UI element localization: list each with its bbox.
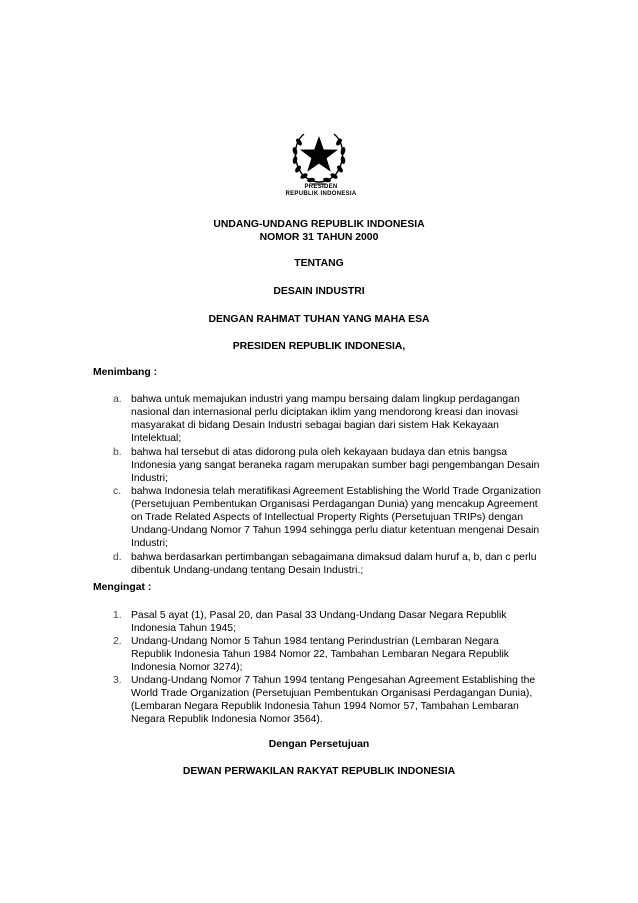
menimbang-label: Menimbang :: [93, 367, 158, 378]
title-line2: NOMOR 31 TAHUN 2000: [259, 232, 379, 243]
mengingat-label: Mengingat :: [93, 582, 152, 593]
list-marker: d.: [113, 552, 122, 563]
emblem-caption: [253, 184, 389, 198]
rahmat-heading: DENGAN RAHMAT TUHAN YANG MAHA ESA: [208, 314, 430, 325]
list-item-line: Republik Indonesia Tahun 1984 Nomor 22, Tambahan Lembaran Negara Republik: [131, 649, 509, 661]
presiden-heading: PRESIDEN REPUBLIK INDONESIA,: [232, 341, 406, 352]
list-item-line: Indonesia yang sangat beraneka ragam merupakan sumber bagi pengembangan Desain: [131, 460, 540, 472]
list-marker: a.: [113, 394, 122, 405]
list-marker: c.: [113, 486, 122, 497]
list-item-line: Negara Republik Indonesia Nomor 3564).: [131, 714, 323, 726]
list-item-line: Industri;: [131, 538, 168, 550]
list-item-line: (Persetujuan Pembentukan Organisasi Perdagangan Dunia) yang mencakup Agreement: [131, 499, 538, 511]
list-item-line: Pasal 5 ayat (1), Pasal 20, dan Pasal 33 Undang-Undang Dasar Negara Republik: [131, 610, 507, 621]
list-item: [131, 551, 549, 577]
list-item-line: bahwa Indonesia telah meratifikasi Agreement Establishing the World Trade Organization: [131, 486, 541, 497]
tentang-heading: TENTANG: [294, 258, 344, 269]
list-item-line: Industri;: [131, 473, 168, 485]
list-item: [131, 485, 549, 550]
subject-heading: DESAIN INDUSTRI: [273, 286, 365, 297]
list-item-line: Indonesia Tahun 1945;: [131, 623, 236, 635]
garuda-star-emblem-icon: [282, 122, 356, 188]
list-marker: 1.: [113, 610, 122, 621]
title-line1: UNDANG-UNDANG REPUBLIK INDONESIA: [213, 219, 425, 230]
list-item-line: World Trade Organization (Persetujuan Pembentukan Organisasi Perdagangan Dunia),: [131, 688, 533, 700]
list-item-line: Intelektual;: [131, 433, 182, 445]
list-item-line: Undang-Undang Nomor 5 Tahun 1984 tentang Perindustrian (Lembaran Negara: [131, 636, 499, 647]
list-item: [131, 635, 549, 674]
emblem-caption-line2: REPUBLIK INDONESIA: [285, 191, 357, 197]
list-marker: 3.: [113, 675, 122, 686]
list-item-line: Indonesia Nomor 3274);: [131, 662, 243, 674]
list-item-line: on Trade Related Aspects of Intellectual Property Rights (Persetujuan TRIPs) dengan: [131, 512, 523, 524]
list-item-line: Undang-Undang Nomor 7 Tahun 1994 sehingga perlu diatur ketentuan mengenai Desain: [131, 525, 540, 537]
list-item: [131, 674, 549, 726]
list-item-line: bahwa untuk memajukan industri yang mampu bersaing dalam lingkup perdagangan: [131, 394, 520, 405]
list-item-line: Undang-Undang Nomor 7 Tahun 1994 tentang Pengesahan Agreement Establishing the: [131, 675, 536, 686]
persetujuan-heading: Dengan Persetujuan: [268, 739, 370, 750]
emblem-caption-line1: PRESIDEN: [304, 184, 338, 190]
list-item: [131, 446, 549, 485]
list-item: [131, 393, 549, 445]
list-item-line: bahwa berdasarkan pertimbangan sebagaimana dimaksud dalam huruf a, b, dan c perlu: [131, 552, 537, 563]
list-item-line: (Lembaran Negara Republik Indonesia Tahun 1994 Nomor 57, Tambahan Lembaran: [131, 701, 519, 713]
list-item-line: masyarakat di bidang Desain Industri sebagai bagian dari sistem Hak Kekayaan: [131, 420, 499, 432]
list-item-line: nasional dan internasional perlu diciptakan iklim yang mendorong kreasi dan inovasi: [131, 407, 518, 419]
list-item-line: dibentuk Undang-undang tentang Desain Industri.;: [131, 565, 364, 577]
list-item: [131, 609, 549, 635]
list-marker: b.: [113, 447, 122, 458]
dpr-heading: DEWAN PERWAKILAN RAKYAT REPUBLIK INDONESIA: [182, 766, 456, 777]
list-item-line: bahwa hal tersebut di atas didorong pula oleh kekayaan budaya dan etnis bangsa: [131, 447, 508, 458]
list-marker: 2.: [113, 636, 122, 647]
